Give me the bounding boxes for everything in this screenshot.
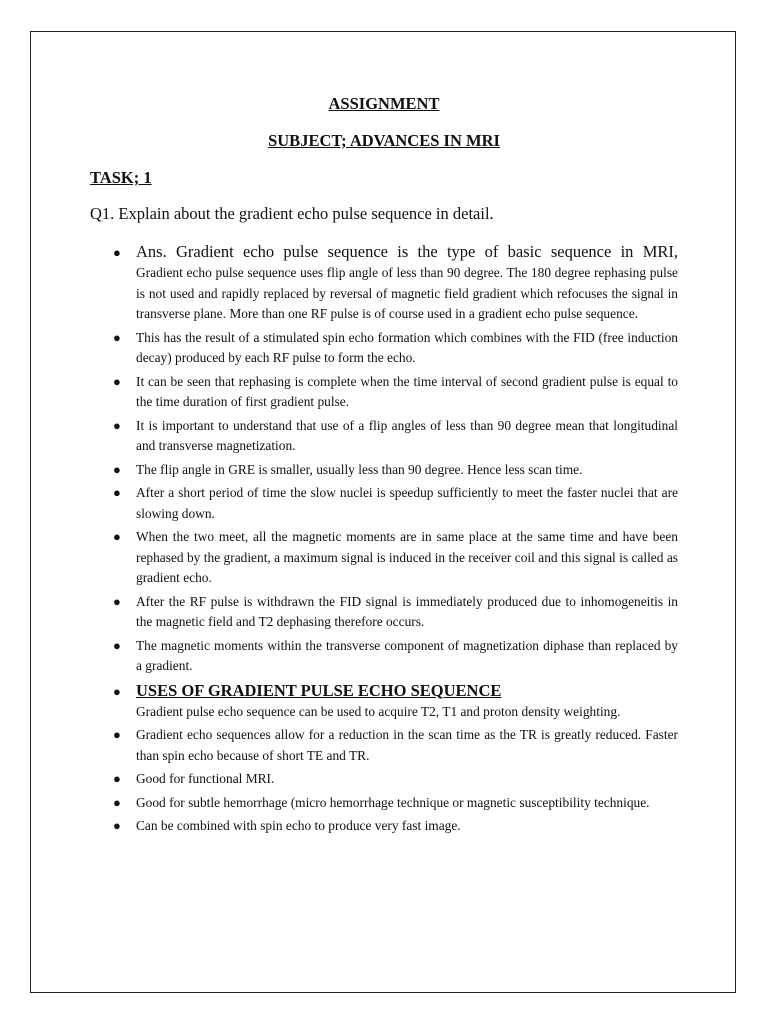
bullet-icon: ●: [113, 818, 121, 833]
list-item: [90, 816, 678, 837]
list-item: [90, 460, 678, 481]
list-item-text: Good for subtle hemorrhage (micro hemorrhage technique or magnetic susceptibility technique.: [136, 794, 650, 810]
bullet-icon: ●: [113, 417, 121, 433]
list-item: [90, 483, 678, 524]
answer-list: [90, 241, 678, 840]
bullet-icon: ●: [113, 329, 121, 345]
list-item: [90, 769, 678, 790]
list-item-text: It is important to understand that use of a flip angles of less than 90 degree mean that longitudinal and transverse magnetization.: [136, 417, 678, 453]
document-title: ASSIGNMENT: [328, 94, 440, 113]
list-item: [90, 328, 678, 369]
list-item-text: When the two meet, all the magnetic moments are in same place at the same time and have been rephased by the gradient, a maximum signal is induced in the receiver coil and this signal is called as gradient echo.: [136, 529, 678, 585]
question-text: Q1. Explain about the gradient echo pulse sequence in detail.: [90, 204, 494, 223]
uses-heading: USES OF GRADIENT PULSE ECHO SEQUENCE: [136, 680, 502, 700]
bullet-icon: ●: [113, 529, 121, 544]
list-item-text: Gradient echo pulse sequence uses flip angle of less than 90 degree. The 180 degree rephasing pulse is not used and rapidly replaced by reversal of magnetic field gradient which refocuses the signal in transverse plane. More than one RF pulse is of course used in a gradient echo pulse sequence.: [136, 265, 678, 321]
bullet-icon: ●: [113, 373, 121, 389]
list-item-text: The flip angle in GRE is smaller, usually less than 90 degree. Hence less scan time.: [136, 461, 583, 477]
list-item-text: Gradient pulse echo sequence can be used to acquire T2, T1 and proton density weighting.: [136, 703, 621, 719]
bullet-icon: ●: [113, 637, 121, 653]
list-item-text: This has the result of a stimulated spin echo formation which combines with the FID (free induction decay) produced by each RF pulse to form the echo.: [136, 329, 678, 365]
bullet-icon: ●: [113, 727, 121, 742]
list-item-text: Good for functional MRI.: [136, 771, 275, 786]
list-item: [90, 725, 678, 766]
bullet-icon: ●: [113, 485, 121, 500]
bullet-icon: ●: [113, 794, 121, 810]
answer-lead: Ans. Gradient echo pulse sequence is the type of basic sequence in MRI,: [136, 242, 678, 261]
list-item-text: After the RF pulse is withdrawn the FID signal is immediately produced due to inhomogeneitis in the magnetic field and T2 dephasing therefore occurs.: [136, 593, 678, 629]
list-item: [90, 372, 678, 413]
list-item-text: Gradient echo sequences allow for a reduction in the scan time as the TR is greatly reduced. Faster than spin echo because of short TE and TR.: [136, 727, 678, 763]
list-item: [90, 241, 678, 325]
subject-heading: SUBJECT; ADVANCES IN MRI: [268, 131, 500, 150]
bullet-icon: ●: [113, 461, 121, 477]
list-item: [90, 680, 678, 723]
list-item-text: The magnetic moments within the transverse component of magnetization diphase than replaced by a gradient.: [136, 637, 678, 673]
list-item: [90, 527, 678, 589]
bullet-icon: ●: [113, 593, 121, 609]
list-item: [90, 416, 678, 457]
bullet-icon: ●: [113, 771, 121, 786]
list-item: [90, 793, 678, 814]
list-item-text: After a short period of time the slow nuclei is speedup sufficiently to meet the faster nuclei that are slowing down.: [136, 485, 678, 521]
bullet-icon: ●: [113, 245, 121, 260]
list-item-text: It can be seen that rephasing is complete when the time interval of second gradient pulse is equal to the time duration of first gradient pulse.: [136, 373, 678, 409]
list-item: [90, 636, 678, 677]
task-heading: TASK; 1: [90, 168, 152, 187]
list-item-text: Can be combined with spin echo to produce very fast image.: [136, 818, 461, 833]
list-item: [90, 592, 678, 633]
bullet-icon: ●: [113, 683, 121, 699]
